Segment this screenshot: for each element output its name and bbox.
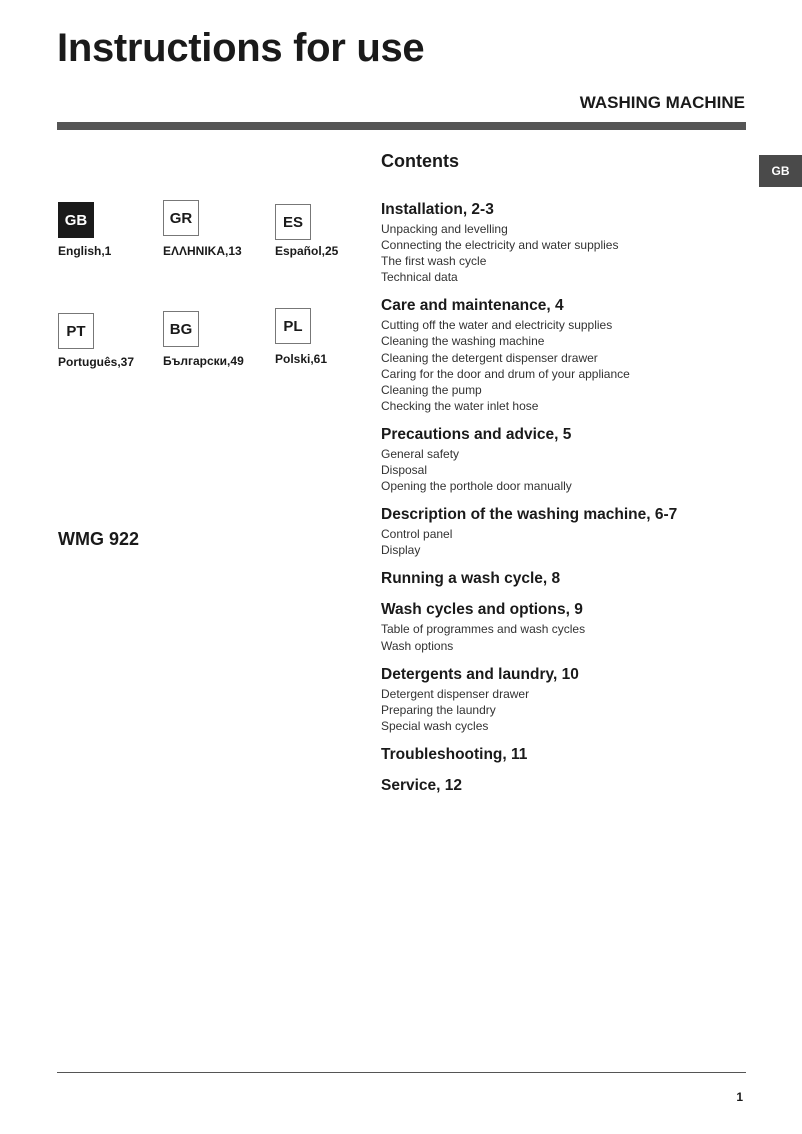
- model-number: WMG 922: [58, 529, 140, 549]
- language-code-box: GR: [163, 200, 199, 236]
- toc-item[interactable]: Opening the porthole door manually: [381, 479, 572, 494]
- product-type: WASHING MACHINE: [579, 93, 745, 112]
- toc-section-heading[interactable]: Description of the washing machine, 6-7: [381, 506, 678, 524]
- language-label: Български,49: [163, 354, 244, 368]
- language-code-box: ES: [275, 204, 311, 240]
- toc-section-detergents: [381, 665, 741, 734]
- toc-section-heading[interactable]: Care and maintenance, 4: [381, 297, 564, 315]
- language-pl[interactable]: [275, 308, 385, 366]
- toc-section-installation: [381, 200, 741, 285]
- document-title: Instructions for use: [57, 26, 425, 70]
- language-gr[interactable]: [163, 200, 273, 258]
- toc-section-precautions: [381, 425, 741, 494]
- toc-item[interactable]: Technical data: [381, 270, 458, 285]
- language-bg[interactable]: [163, 311, 273, 368]
- contents-title: Contents: [381, 151, 459, 171]
- toc-item[interactable]: Table of programmes and wash cycles: [381, 622, 586, 637]
- toc-section-description: [381, 505, 741, 558]
- language-es[interactable]: [275, 204, 385, 258]
- language-code-box: BG: [163, 311, 199, 347]
- toc-item[interactable]: Cleaning the detergent dispenser drawer: [381, 350, 598, 365]
- language-code-box: GB: [58, 202, 94, 238]
- language-label: Polski,61: [275, 352, 328, 366]
- toc-item[interactable]: Checking the water inlet hose: [381, 398, 539, 413]
- toc-section-heading[interactable]: Wash cycles and options, 9: [381, 601, 583, 619]
- toc-item[interactable]: Special wash cycles: [381, 718, 489, 733]
- toc-item[interactable]: Connecting the electricity and water supplies: [381, 238, 619, 253]
- toc-item[interactable]: Detergent dispenser drawer: [381, 686, 530, 701]
- language-code-box: PT: [58, 313, 94, 349]
- toc-item[interactable]: Wash options: [381, 638, 454, 653]
- language-code-box: PL: [275, 308, 311, 344]
- toc-item[interactable]: Cleaning the pump: [381, 382, 482, 397]
- toc-section-heading[interactable]: Running a wash cycle, 8: [381, 570, 561, 588]
- toc-section-heading[interactable]: Service, 12: [381, 776, 463, 794]
- page-number: 1: [736, 1090, 743, 1104]
- toc-item[interactable]: General safety: [381, 446, 460, 461]
- language-pt[interactable]: [58, 313, 168, 369]
- language-label: Español,25: [275, 244, 339, 258]
- toc-section-care: [381, 296, 741, 414]
- language-label: English,1: [58, 244, 112, 258]
- toc-section-heading[interactable]: Troubleshooting, 11: [381, 745, 528, 763]
- toc-section-heading[interactable]: Precautions and advice, 5: [381, 425, 572, 443]
- toc-item[interactable]: Cutting off the water and electricity supplies: [381, 318, 613, 333]
- header-rule: [57, 122, 746, 130]
- toc-section-running: [381, 569, 741, 589]
- language-label: Português,37: [58, 355, 135, 369]
- language-side-tab: GB: [759, 155, 802, 187]
- toc-item[interactable]: Display: [381, 543, 421, 558]
- toc-section-service: [381, 776, 741, 796]
- language-label: ΕΛΛΗΝΙΚΑ,13: [163, 244, 242, 258]
- table-of-contents: [381, 200, 741, 807]
- toc-section-heading[interactable]: Detergents and laundry, 10: [381, 665, 579, 683]
- toc-section-heading[interactable]: Installation, 2-3: [381, 201, 494, 218]
- toc-item[interactable]: Unpacking and levelling: [381, 222, 508, 236]
- footer-rule: [57, 1072, 746, 1073]
- toc-item[interactable]: Cleaning the washing machine: [381, 334, 545, 349]
- language-gb[interactable]: [58, 202, 168, 258]
- toc-item[interactable]: Caring for the door and drum of your appliance: [381, 366, 630, 381]
- toc-item[interactable]: Control panel: [381, 527, 453, 542]
- toc-item[interactable]: Disposal: [381, 463, 428, 478]
- toc-section-wash-cycles: [381, 600, 741, 653]
- toc-section-troubleshooting: [381, 745, 741, 765]
- toc-item[interactable]: Preparing the laundry: [381, 702, 496, 717]
- toc-item[interactable]: The first wash cycle: [381, 254, 487, 269]
